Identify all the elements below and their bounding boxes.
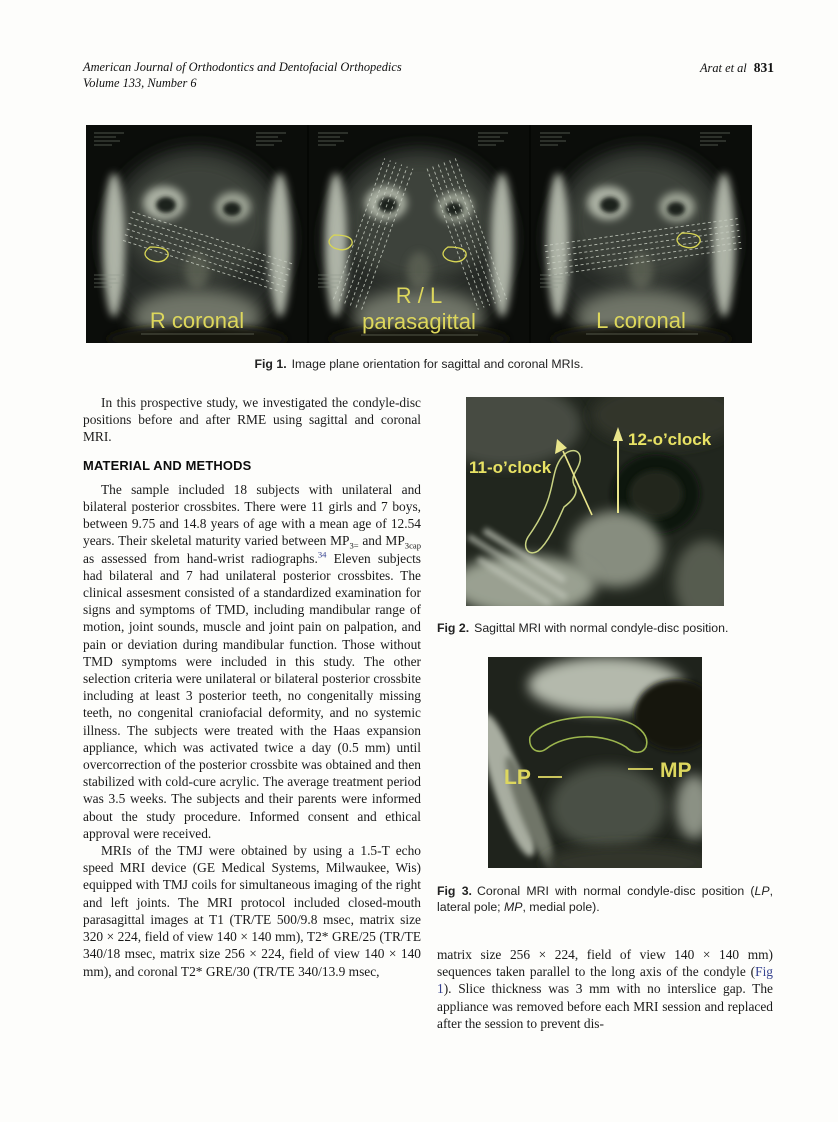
fig1-label-l-coronal: L coronal xyxy=(596,308,686,333)
fig3-caption-text: Coronal MRI with normal condyle-disc position ( xyxy=(476,884,755,898)
fig3-caption-mp: MP xyxy=(504,900,523,914)
figure2-mri-image xyxy=(466,397,724,606)
fig1-label-rl: R / L xyxy=(395,283,443,308)
fig3-label-lp: LP xyxy=(504,766,531,789)
left-column xyxy=(83,394,421,980)
paragraph-sample-text: Eleven subjects had bilateral and 7 had unilateral posterior crossbites. The clinical assesment consisted of a standardized examination for signs and symptoms of TMD, including mandibular range of motion, joint sounds, muscle and joint pain on palpation, and pain or deviation during mandibular function. Those without TMD symptoms were included in this study. The other selection criteria were unilateral or bilateral posterior crossbite including at least 3 posterior teeth, no congenitally missing teeth, no congenital craniofacial deformity, and no systemic illness. The subjects were treated with the Haas expansion appliance, which was activated twice a day (0.5 mm) until overcorrection of the posterior crossbite was obtained and then stabilized with cold-cure acrylic. The average treatment period was 3.5 weeks. The subjects and their parents were informed about the study procedure. Informed consent and ethical approval were received. xyxy=(83,550,422,841)
paragraph-sample-text: as assessed from hand-wrist radiographs. xyxy=(83,550,318,566)
fig1-label-r-coronal: R coronal xyxy=(149,308,245,333)
fig3-label-mp: MP xyxy=(660,759,692,782)
page-number: 831 xyxy=(753,60,774,75)
paragraph-sequences-text: ). Slice thickness was 3 mm with no interslice gap. The appliance was removed before each MRI session and replaced after the session to prevent dis- xyxy=(437,981,773,1031)
fig2-caption xyxy=(437,620,773,636)
fig3-caption-label: Fig 3. xyxy=(437,884,472,898)
figure1-mri-image xyxy=(86,125,752,343)
fig1-crossref-link[interactable]: Fig 1 xyxy=(437,964,773,997)
paragraph-sample-text: The sample included 18 subjects with unilateral and bilateral posterior crossbites. There were 11 girls and 7 boys, between 9.75 and 14.8 years of age with a mean age of 12.54 years. Their skeletal maturity varied between MP xyxy=(83,481,421,549)
journal-title: American Journal of Orthodontics and Dentofacial Orthopedics xyxy=(83,60,402,74)
paragraph-intro: In this prospective study, we investigated the condyle-disc positions before and after RME using sagittal and coronal MRI. xyxy=(83,395,421,445)
journal-header xyxy=(83,60,563,91)
reference-34-link[interactable]: 34 xyxy=(317,549,327,560)
fig1-caption-text: Image plane orientation for sagittal and coronal MRIs. xyxy=(291,357,584,371)
fig2-caption-label: Fig 2. xyxy=(437,621,470,635)
running-head xyxy=(700,60,774,76)
fig3-caption-text: , lateral pole; xyxy=(437,884,773,914)
fig2-label-12-oclock: 12-o’clock xyxy=(628,430,712,449)
paragraph-mri-protocol: MRIs of the TMJ were obtained by using a 1.5-T echo speed MRI device (GE Medical Systems, Milwaukee, Wis) equipped with TMJ coils for simultaneous imaging of the right and left joints. The MRI protocol included closed-mouth parasagittal images at T1 (TR/TE 500/9.8 msec, matrix size 320 × 224, field of view 140 × 140 mm), T2* GRE/25 (TR/TE 340/18 msec, matrix size 256 × 224, field of view 140 × 140 mm), and coronal T2* GRE/30 (TR/TE 340/13.9 msec, xyxy=(83,843,421,979)
paragraph-sequences xyxy=(437,946,773,1032)
mp-subscript-2: 3cap xyxy=(404,541,421,552)
fig3-caption xyxy=(437,883,773,915)
fig1-caption xyxy=(86,356,752,372)
figure3-mri-image xyxy=(488,657,702,868)
fig2-label-11-oclock: 11-o’clock xyxy=(469,458,552,477)
mp-subscript-1: 3= xyxy=(349,541,359,552)
fig3-caption-text: , medial pole). xyxy=(522,900,600,914)
fig2-caption-text: Sagittal MRI with normal condyle-disc position. xyxy=(474,621,729,635)
journal-volume: Volume 133, Number 6 xyxy=(83,75,197,90)
fig1-label-parasagittal: parasagittal xyxy=(362,309,476,334)
fig3-caption-lp: LP xyxy=(754,884,770,898)
authors-label: Arat et al xyxy=(699,61,747,75)
fig1-caption-label: Fig 1. xyxy=(254,357,287,371)
paragraph-sample xyxy=(83,481,421,842)
section-heading-material-and-methods: MATERIAL AND METHODS xyxy=(83,457,252,473)
paragraph-sample-text: and MP xyxy=(358,533,405,549)
right-column xyxy=(437,946,773,1032)
paragraph-sequences-text: matrix size 256 × 224, field of view 140 × 140 mm) sequences taken parallel to the long axis of the condyle ( xyxy=(437,947,773,980)
